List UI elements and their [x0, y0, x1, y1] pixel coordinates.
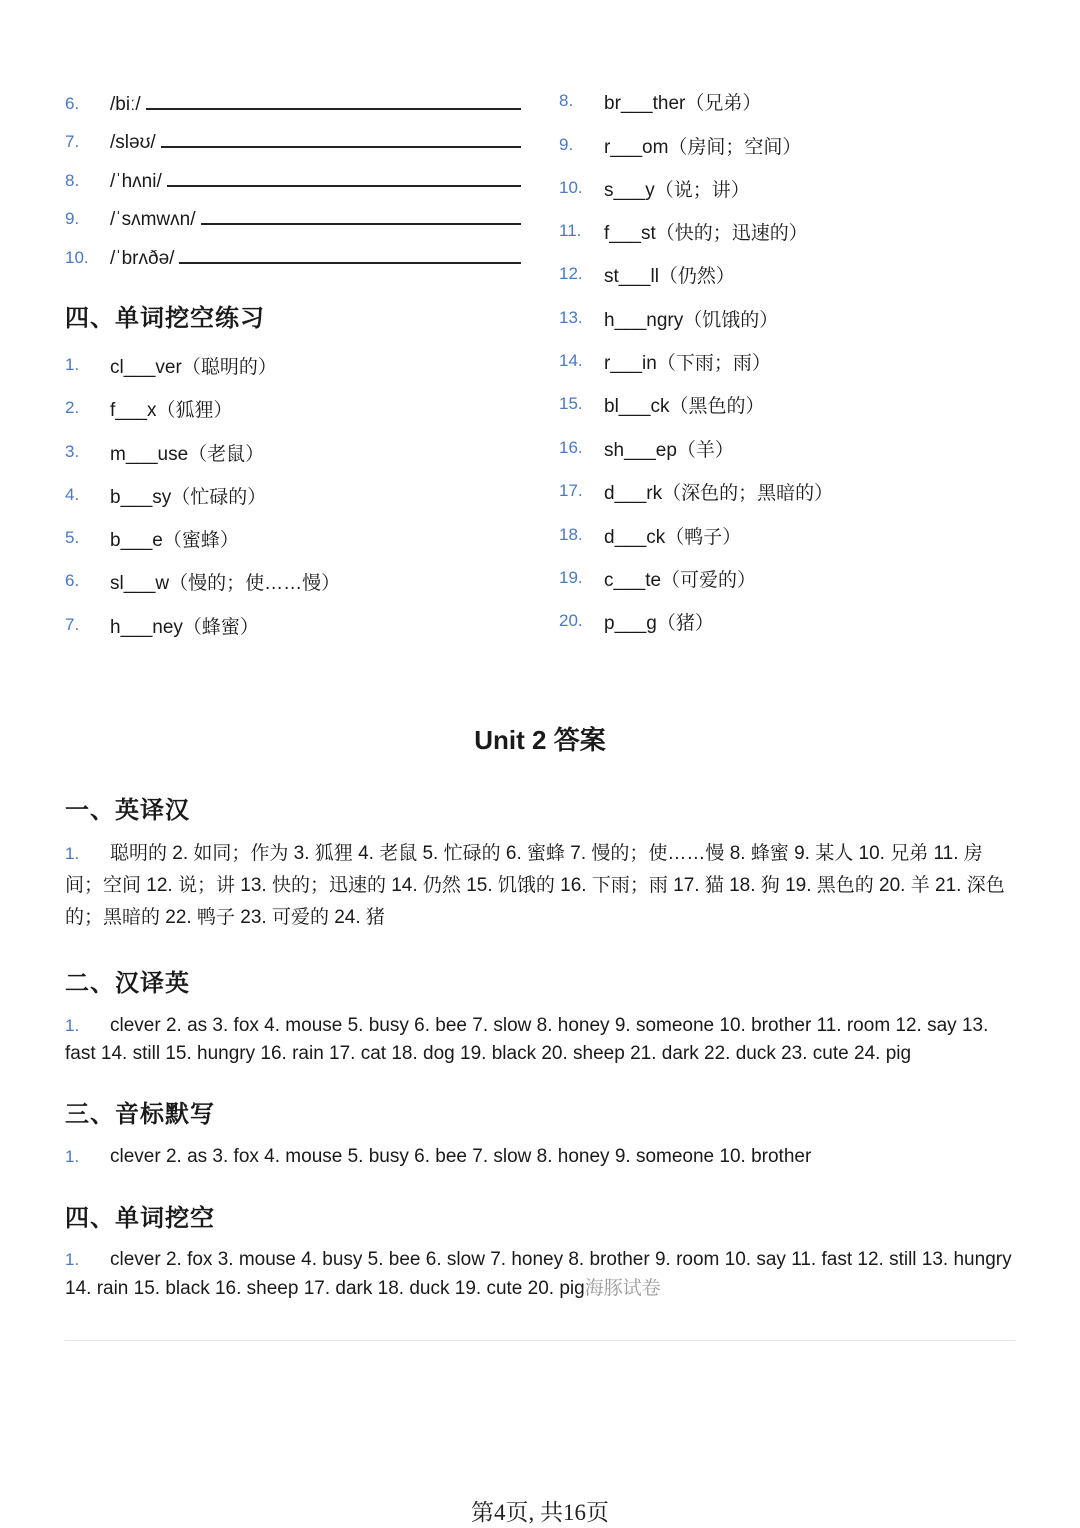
answer-line: [167, 175, 521, 187]
item-number: 6.: [65, 94, 80, 113]
item-number: 5.: [65, 528, 80, 547]
section-heading: 一、英译汉: [65, 797, 190, 824]
fill-item: [559, 174, 750, 202]
fill-item: [559, 347, 771, 375]
phonetic-item: [65, 201, 521, 231]
item-text: sh___ep（羊）: [604, 439, 734, 461]
fill-item: [559, 131, 801, 159]
item-text: d___rk（深色的；黑暗的）: [604, 482, 834, 504]
item-text: br___ther（兄弟）: [604, 92, 762, 114]
fill-item: [559, 607, 714, 635]
item-text: c___te（可爱的）: [604, 569, 757, 591]
item-number: 15.: [559, 394, 583, 413]
item-number: 13.: [559, 308, 583, 327]
item-text: p___g（猪）: [604, 612, 714, 634]
phonetic-item: [65, 86, 521, 116]
item-number: 19.: [559, 568, 583, 587]
item-text: d___ck（鸭子）: [604, 526, 742, 548]
item-text: sl___w（慢的；使……慢）: [110, 572, 341, 594]
item-text: h___ney（蜂蜜）: [110, 616, 259, 638]
answer-paragraph: [65, 1246, 1015, 1303]
fill-item: [559, 477, 833, 505]
page-number: 第4页, 共16页: [471, 1500, 609, 1525]
answer-paragraph: [65, 1012, 1015, 1068]
section-heading: 四、单词挖空练习: [65, 305, 265, 332]
watermark: 海豚试卷: [584, 1277, 661, 1299]
phonetic-symbol: /ˈbrʌðə/: [110, 248, 175, 269]
item-text: f___x（狐狸）: [110, 399, 233, 421]
item-number: 18.: [559, 525, 583, 544]
item-text: f___st（快的；迅速的）: [604, 222, 808, 244]
phonetic-item: [65, 124, 521, 154]
item-text: st___ll（仍然）: [604, 265, 735, 287]
item-text: s___y（说；讲）: [604, 179, 750, 201]
item-number: 1.: [65, 844, 80, 863]
item-number: 4.: [65, 485, 80, 504]
answers-title: Unit 2 答案: [474, 725, 606, 755]
item-text: b___e（蜜蜂）: [110, 529, 239, 551]
item-text: h___ngry（饥饿的）: [604, 309, 779, 331]
item-text: b___sy（忙碌的）: [110, 486, 267, 508]
fill-item: [65, 524, 239, 552]
answer-line: [146, 98, 521, 110]
fill-item: [65, 394, 232, 422]
fill-item: [559, 521, 741, 549]
item-number: 8.: [65, 171, 80, 190]
answer-text: clever 2. as 3. fox 4. mouse 5. busy 6. bee 7. slow 8. honey 9. someone 10. brother 11. room 12. say 13. fast 14. still 15. hungry 16. rain 17. cat 18. dog 19. black 20. sheep 21. dark 22. duck 23. cute 24. pig: [65, 1015, 989, 1064]
item-number: 9.: [559, 135, 574, 154]
phonetic-symbol: /sləʊ/: [110, 132, 156, 153]
fill-item: [65, 481, 266, 509]
answer-line: [161, 136, 521, 148]
answer-line: [201, 213, 522, 225]
fill-item: [65, 351, 277, 379]
answer-paragraph: [65, 1143, 1015, 1171]
section-heading: 四、单词挖空: [65, 1205, 215, 1232]
item-text: bl___ck（黑色的）: [604, 395, 765, 417]
fill-item: [65, 438, 264, 466]
item-text: r___om（房间；空间）: [604, 136, 802, 158]
answer-paragraph: [65, 838, 1015, 934]
answer-text: clever 2. fox 3. mouse 4. busy 5. bee 6. slow 7. honey 8. brother 9. room 10. say 11. fast 12. still 13. hungry 14. rain 15. black 16. sheep 17. dark 18. duck 19. cute 20. pig: [65, 1249, 1012, 1299]
item-text: m___use（老鼠）: [110, 443, 265, 465]
item-number: 1.: [65, 355, 80, 374]
fill-item: [559, 260, 735, 288]
fill-item: [559, 87, 761, 115]
section-heading: 二、汉译英: [65, 970, 190, 997]
item-number: 16.: [559, 438, 583, 457]
fill-item: [559, 217, 808, 245]
fill-item: [559, 434, 734, 462]
item-number: 7.: [65, 132, 80, 151]
item-number: 11.: [559, 221, 582, 240]
fill-item: [65, 611, 259, 639]
answer-line: [179, 252, 521, 264]
item-number: 3.: [65, 442, 80, 461]
item-number: 14.: [559, 351, 583, 370]
phonetic-symbol: /ˈsʌmwʌn/: [110, 209, 196, 230]
item-number: 12.: [559, 264, 583, 283]
item-text: r___in（下雨；雨）: [604, 352, 771, 374]
item-text: cl___ver（聪明的）: [110, 356, 277, 378]
item-number: 7.: [65, 615, 80, 634]
item-number: 6.: [65, 571, 80, 590]
phonetic-item: [65, 240, 521, 270]
item-number: 10.: [65, 248, 89, 267]
item-number: 17.: [559, 481, 583, 500]
item-number: 9.: [65, 209, 80, 228]
item-number: 1.: [65, 1250, 80, 1269]
answer-text: clever 2. as 3. fox 4. mouse 5. busy 6. bee 7. slow 8. honey 9. someone 10. brother: [110, 1146, 812, 1167]
answer-text: 聪明的 2. 如同；作为 3. 狐狸 4. 老鼠 5. 忙碌的 6. 蜜蜂 7. 慢的；使……慢 8. 蜂蜜 9. 某人 10. 兄弟 11. 房间；空间 12. 说；讲 13. 快的；迅速的 14. 仍然 15. 饥饿的 16. 下雨；雨 17. 猫 18. 狗 19. 黑色的 20. 羊 21. 深色的；黑暗的 22. 鸭子 23. 可爱的 24. 猪: [65, 843, 1005, 928]
fill-item: [65, 567, 340, 595]
divider: [65, 1340, 1015, 1341]
item-number: 1.: [65, 1147, 80, 1166]
phonetic-symbol: /biː/: [110, 94, 141, 115]
fill-item: [559, 304, 778, 332]
fill-item: [559, 564, 756, 592]
item-number: 10.: [559, 178, 583, 197]
fill-item: [559, 390, 765, 418]
phonetic-item: [65, 163, 521, 193]
phonetic-symbol: /ˈhʌni/: [110, 171, 162, 192]
item-number: 1.: [65, 1016, 80, 1035]
item-number: 2.: [65, 398, 80, 417]
item-number: 8.: [559, 91, 574, 110]
section-heading: 三、音标默写: [65, 1101, 215, 1128]
item-number: 20.: [559, 611, 583, 630]
